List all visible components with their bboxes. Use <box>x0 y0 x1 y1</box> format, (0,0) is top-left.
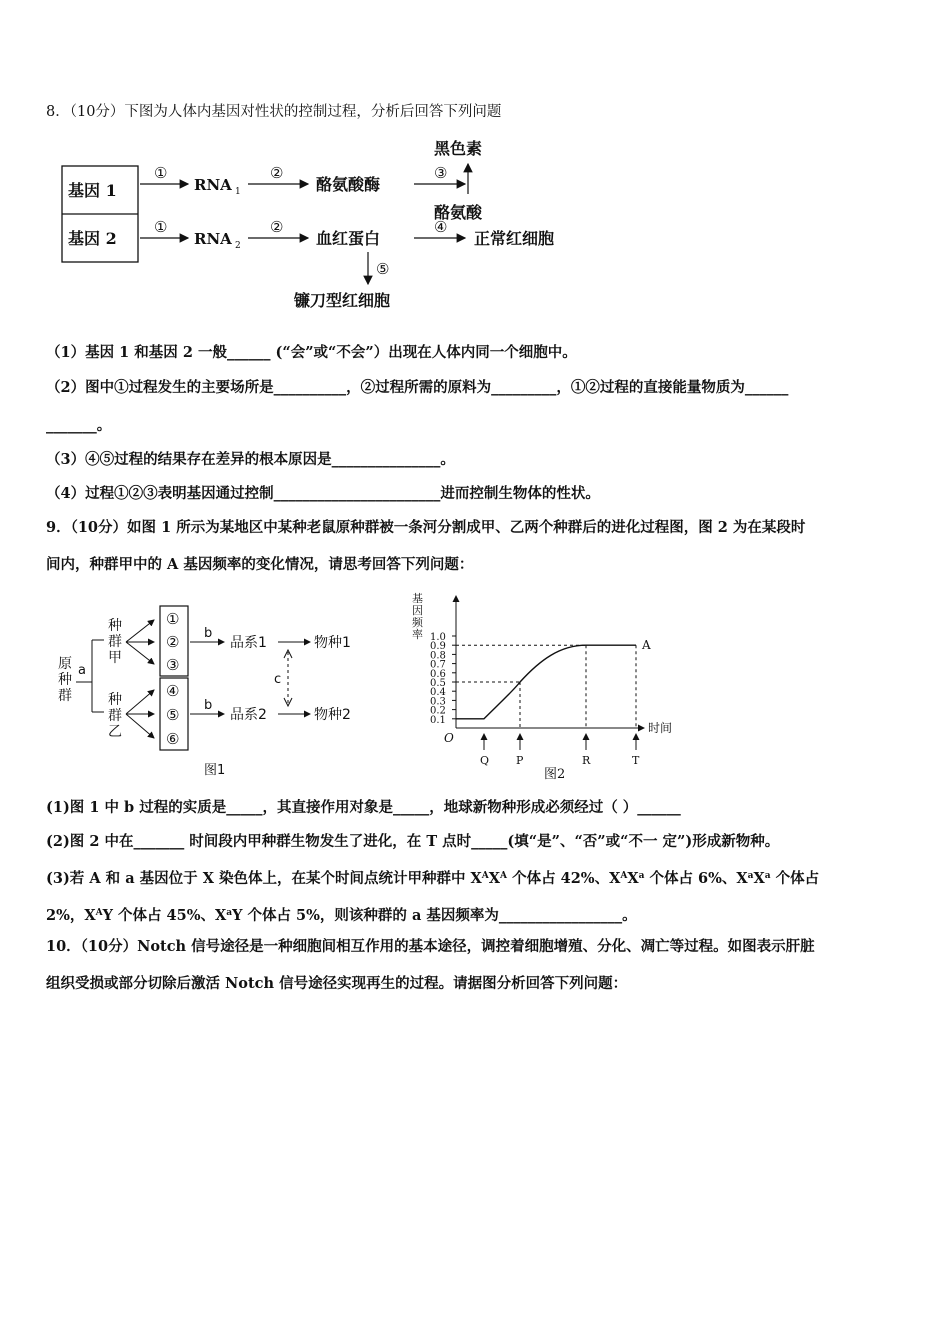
figure1-evolution-diagram <box>54 600 374 785</box>
figure2-caption: 图2 <box>544 767 566 782</box>
popB-char-3: 乙 <box>108 724 122 740</box>
rna1-label: RNA <box>194 176 232 194</box>
sickle-rbc-label: 镰刀型红细胞 <box>294 291 391 310</box>
y-tick-label: 0.6 <box>430 668 446 680</box>
gene1-label: 基因 1 <box>68 181 117 200</box>
time-mark-label: P <box>516 754 524 767</box>
q8-header: 8．（10分）下图为人体内基因对性状的控制过程，分析后回答下列问题 <box>46 104 502 120</box>
rna2-label: RNA <box>194 230 232 248</box>
q8-sub3: （3）④⑤过程的结果存在差异的根本原因是_______________。 <box>46 451 455 468</box>
origin-char-2: 种 <box>58 672 72 688</box>
hemoglobin-label: 血红蛋白 <box>316 229 381 248</box>
step3-label: ③ <box>434 164 448 182</box>
ylabel-char-3: 频 <box>412 616 423 629</box>
ylabel-char-1: 基 <box>412 592 423 605</box>
q9-sub2: (2)图 2 中在_______ 时间段内甲种群生物发生了进化，在 T 点时_____(填“是”、“否”或“不一 定”)形成新物种。 <box>46 833 780 850</box>
y-tick-label: 0.3 <box>430 696 446 708</box>
q9-sub3a: (3)若 A 和 a 基因位于 X 染色体上，在某个时间点统计甲种群中 $X^AX^A$ 个体占 42%、$X^AX^a$ 个体占 6%、$X^aX^a$ 个体占 <box>46 870 820 887</box>
figure2-gene-frequency-chart <box>400 588 700 788</box>
rna2-sub: 2 <box>235 241 241 251</box>
time-mark-label: T <box>632 754 640 767</box>
y-tick-label: 1.0 <box>430 632 446 643</box>
item-3: ③ <box>166 656 180 674</box>
origin-label: O <box>444 731 454 745</box>
species2-label: 物种2 <box>314 707 351 723</box>
c-label: c <box>274 672 282 687</box>
step5-label: ⑤ <box>376 260 390 278</box>
xlabel: 时间 <box>648 721 673 735</box>
gene-control-diagram <box>58 134 618 314</box>
popA-char-3: 甲 <box>108 650 122 666</box>
y-tick-label: 0.9 <box>430 641 446 653</box>
ylabel-char-2: 因 <box>412 604 423 617</box>
series-label-A: A <box>642 638 651 653</box>
item-1: ① <box>166 610 180 628</box>
q8-sub4: （4）过程①②③表明基因通过控制_______________________进而控制生物体的性状。 <box>46 485 600 502</box>
q9-sub1: (1)图 1 中 b 过程的实质是_____，其直接作用对象是_____，地球新物种形成必须经过（ ）______ <box>46 799 681 816</box>
b-label-1: b <box>204 626 213 641</box>
item-4: ④ <box>166 682 180 700</box>
strain2-label: 品系2 <box>230 707 267 723</box>
popA-char-2: 群 <box>108 634 122 650</box>
y-tick-label: 0.1 <box>430 714 446 726</box>
normal-rbc-label: 正常红细胞 <box>474 229 555 248</box>
time-mark-label: R <box>582 754 591 767</box>
b-label-2: b <box>204 698 213 713</box>
item-6: ⑥ <box>166 730 180 748</box>
enzyme-label: 酪氨酸酶 <box>316 175 381 194</box>
ylabel-char-4: 率 <box>412 628 423 641</box>
y-tick-label: 0.8 <box>430 650 446 662</box>
step4-label: ④ <box>434 218 448 236</box>
popB-char-2: 群 <box>108 708 122 724</box>
q9-header-a: 9．（10分）如图 1 所示为某地区中某种老鼠原种群被一条河分割成甲、乙两个种群后的进化过程图，图 2 为在某段时 <box>46 519 806 536</box>
a-label: a <box>78 663 86 678</box>
popA-char-1: 种 <box>108 618 122 634</box>
popB-char-1: 种 <box>108 692 122 708</box>
q9-header-b: 间内，种群甲中的 A 基因频率的变化情况，请思考回答下列问题： <box>46 556 474 573</box>
q10-line-a: 10．（10分）Notch 信号途径是一种细胞间相互作用的基本途径，调控着细胞增殖、分化、凋亡等过程。如图表示肝脏 <box>46 938 815 955</box>
step2b-label: ② <box>270 218 284 236</box>
melanin-label: 黑色素 <box>434 139 483 158</box>
strain1-label: 品系1 <box>230 635 267 651</box>
y-tick-label: 0.5 <box>430 678 446 689</box>
y-tick-label: 0.2 <box>430 705 446 717</box>
q8-sub2b: _______。 <box>46 417 112 434</box>
y-tick-label: 0.4 <box>430 687 446 699</box>
species1-label: 物种1 <box>314 635 351 651</box>
step1b-label: ① <box>154 218 168 236</box>
time-mark-label: Q <box>480 754 490 767</box>
item-5: ⑤ <box>166 706 180 724</box>
q10-line-b: 组织受损或部分切除后激活 Notch 信号途径实现再生的过程。请据图分析回答下列问题： <box>46 975 628 992</box>
rna1-sub: 1 <box>235 187 241 197</box>
item-2: ② <box>166 633 180 651</box>
y-tick-label: 0.7 <box>430 659 446 671</box>
gene2-label: 基因 2 <box>68 229 117 248</box>
q8-sub1: （1）基因 1 和基因 2 一般______ (“会”或“不会”）出现在人体内同一个细胞中。 <box>46 344 577 361</box>
origin-char-1: 原 <box>58 656 72 672</box>
step1-label: ① <box>154 164 168 182</box>
figure1-caption: 图1 <box>204 763 226 778</box>
origin-char-3: 群 <box>58 688 72 704</box>
q8-sub2a: （2）图中①过程发生的主要场所是__________，②过程所需的原料为_________，①②过程的直接能量物质为______ <box>46 379 789 396</box>
q9-sub3b: 2%，$X^AY$ 个体占 45%、$X^aY$ 个体占 5%，则该种群的 a 基因频率为_________________。 <box>46 907 637 924</box>
step2-label: ② <box>270 164 284 182</box>
tyrosine-label: 酪氨酸 <box>434 203 483 222</box>
